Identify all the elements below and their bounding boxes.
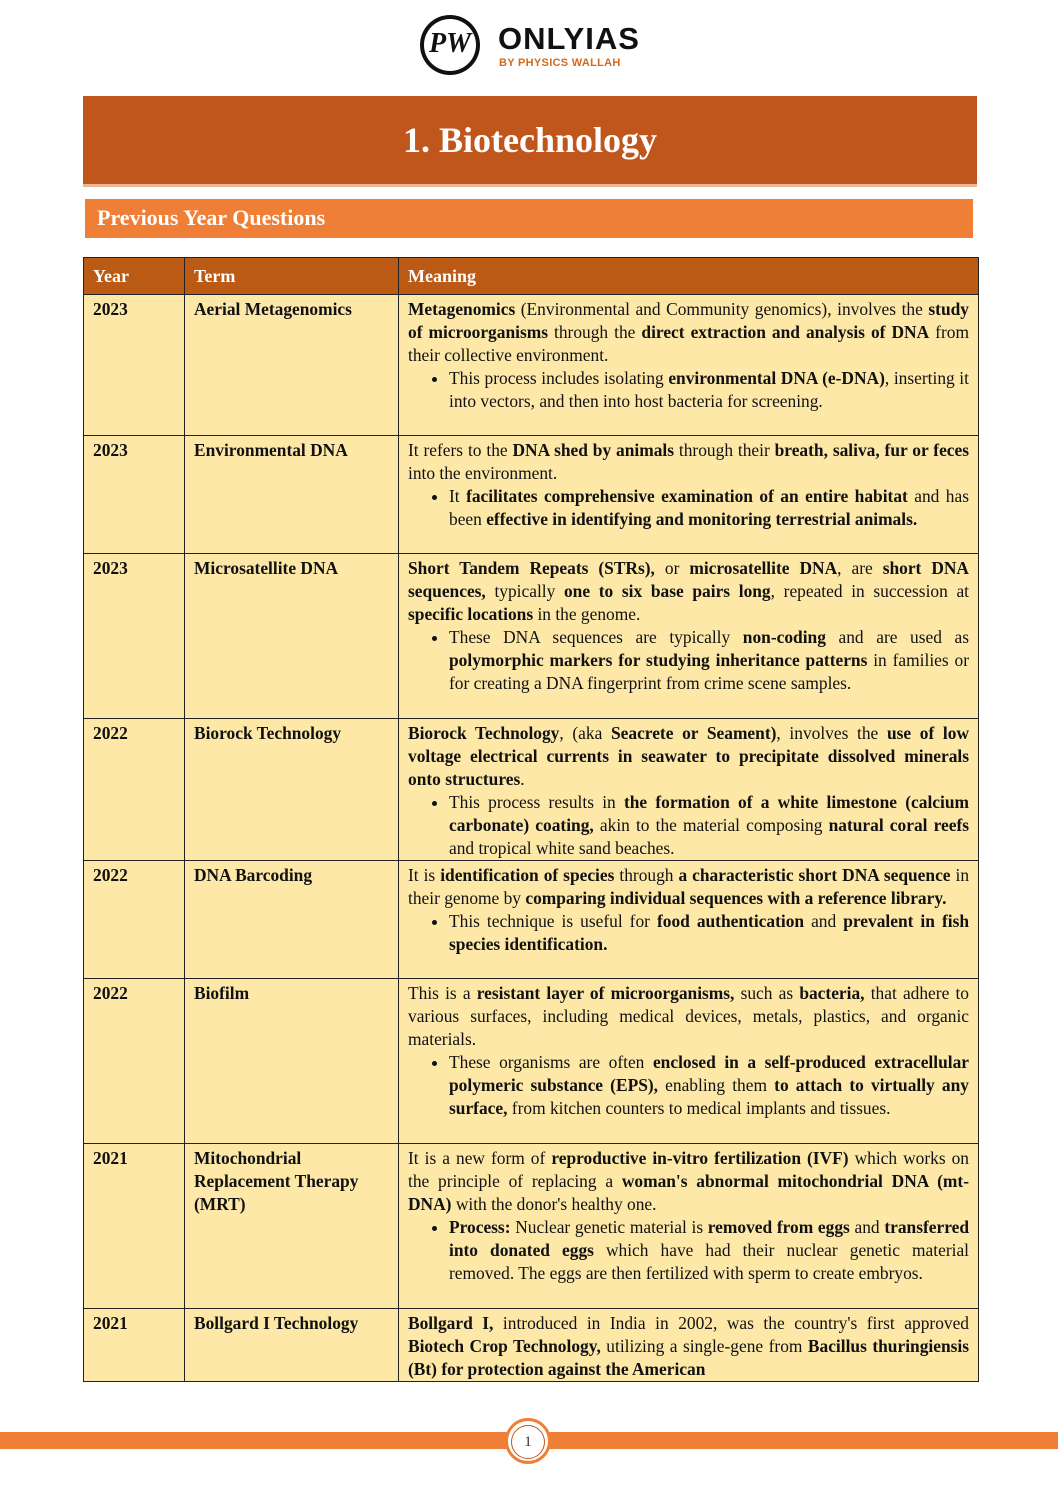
cell-meaning	[399, 1144, 979, 1309]
table-row	[84, 719, 979, 861]
meaning-text: Biorock Technology, (aka Seacrete or Seament), involves the use of low voltage electrical currents in seawater to precipitate dissolved minerals onto structures.	[408, 723, 970, 789]
cell-year: 2022	[84, 719, 185, 861]
meaning-text: It refers to the DNA shed by animals through their breath, saliva, fur or feces into the environment.	[408, 440, 970, 483]
logo-monogram: PW	[424, 19, 476, 71]
brand-name: ONLYIAS	[498, 21, 640, 56]
meaning-bold-0: Bollgard I,	[408, 1313, 494, 1333]
bullet-item: • These organisms are often enclosed in a self-produced extracellular polymeric substance (EPS), enabling them to attach to virtually any surface, from kitchen counters to medical implants and tissues.	[449, 1051, 969, 1120]
bullet-item: • These DNA sequences are typically non-coding and are used as polymorphic markers for studying inheritance patterns in families or for creating a DNA fingerprint from crime scene samples.	[449, 626, 969, 695]
bullet-bold-3: prevalent in fish species identification.	[449, 911, 970, 954]
cell-meaning	[399, 979, 979, 1144]
meaning-text: Short Tandem Repeats (STRs), or microsatellite DNA, are short DNA sequences, typically one to six base pairs long, repeated in succession at specific locations in the genome.	[408, 558, 970, 624]
bullet-item: • This technique is useful for food authentication and prevalent in fish species identification.	[449, 910, 969, 956]
meaning-text: Bollgard I, introduced in India in 2002, was the country's first approved Biotech Crop Technology, utilizing a single-gene from Bacillus thuringiensis (Bt) for protection against the American	[408, 1313, 970, 1379]
meaning-bold-1: DNA shed by animals	[512, 440, 675, 460]
page-number-badge	[505, 1418, 551, 1464]
meaning-bold-3: bacteria,	[799, 983, 865, 1003]
page-number: 1	[511, 1425, 545, 1459]
meaning-text: It is a new form of reproductive in-vitro fertilization (IVF) which works on the principle of replacing a woman's abnormal mitochondrial DNA (mt-DNA) with the donor's healthy one.	[408, 1148, 970, 1214]
cell-year: 2021	[84, 1309, 185, 1382]
bullet-item: • It facilitates comprehensive examination of an entire habitat and has been effective in identifying and monitoring terrestrial animals.	[449, 485, 969, 531]
cell-year: 2023	[84, 554, 185, 719]
bullet-item: • Process: Nuclear genetic material is removed from eggs and transferred into donated eggs which have had their nuclear genetic material removed. The eggs are then fertilized with sperm to create embryos.	[449, 1216, 969, 1285]
header-year: Year	[84, 258, 185, 295]
cell-term: Environmental DNA	[185, 436, 399, 554]
bullet-bold-1: the formation of a white limestone (calcium carbonate) coating,	[449, 792, 969, 835]
cell-year: 2022	[84, 861, 185, 979]
cell-meaning	[399, 719, 979, 861]
section-title: Previous Year Questions	[97, 205, 326, 230]
header-term: Term	[185, 258, 399, 295]
meaning-text: It is identification of species through a characteristic short DNA sequence in their genome by comparing individual sequences with a reference library.	[408, 865, 970, 908]
meaning-bold-2: Biotech Crop Technology,	[408, 1336, 601, 1356]
section-header	[85, 199, 973, 238]
meaning-text: Metagenomics (Environmental and Community genomics), involves the study of microorganisms through the direct extraction and analysis of DNA from their collective environment.	[408, 299, 969, 365]
table-row	[84, 295, 979, 436]
pyq-table	[83, 257, 979, 1382]
cell-term: Aerial Metagenomics	[185, 295, 399, 436]
bullet-bold-3: effective in identifying and monitoring terrestrial animals.	[486, 509, 918, 529]
meaning-bold-0: Metagenomics	[408, 299, 516, 319]
bullet-bold-3: polymorphic markers for studying inheritance patterns	[449, 650, 868, 670]
meaning-bold-5: comparing individual sequences with a reference library.	[525, 888, 947, 908]
meaning-bullets	[408, 910, 969, 956]
bullet-bold-4: transferred into donated eggs	[449, 1217, 969, 1260]
bullet-bold-1: environmental DNA (e-DNA)	[668, 368, 885, 388]
meaning-bold-8: specific locations	[408, 604, 534, 624]
bullet-bold-1: facilitates comprehensive examination of an entire habitat	[466, 486, 908, 506]
cell-meaning	[399, 554, 979, 719]
cell-meaning	[399, 1309, 979, 1382]
chapter-banner	[83, 96, 977, 184]
meaning-bold-6: one to six base pairs long	[563, 581, 771, 601]
meaning-bold-3: breath, saliva, fur or feces	[774, 440, 970, 460]
table-row	[84, 861, 979, 979]
meaning-bold-4: use of low voltage electrical currents in seawater to precipitate dissolved minerals onto structures	[408, 723, 970, 789]
cell-year: 2023	[84, 436, 185, 554]
cell-term: Biorock Technology	[185, 719, 399, 861]
bullet-bold-0: Process:	[449, 1217, 511, 1237]
meaning-bold-1: identification of species	[440, 865, 615, 885]
meaning-bullets	[408, 367, 969, 413]
meaning-bullets	[408, 791, 969, 860]
bullet-bold-3: natural coral reefs	[828, 815, 970, 835]
meaning-bullets	[408, 1051, 969, 1120]
table-row	[84, 1309, 979, 1382]
table-row	[84, 1144, 979, 1309]
header-meaning: Meaning	[399, 258, 979, 295]
bullet-bold-1: non-coding	[742, 627, 826, 647]
bullet-bold-3: to attach to virtually any surface,	[449, 1075, 969, 1118]
meaning-bold-1: reproductive in-vitro fertilization (IVF)	[551, 1148, 849, 1168]
meaning-bold-2: study of microorganisms	[408, 299, 969, 342]
bullet-item: • This process results in the formation of a white limestone (calcium carbonate) coating, akin to the material composing natural coral reefs and tropical white sand beaches.	[449, 791, 969, 860]
meaning-bold-4: direct extraction and analysis of DNA	[641, 322, 930, 342]
meaning-bold-4: Bacillus thuringiensis (Bt) for protection against the American	[408, 1336, 969, 1379]
bullet-bold-1: food authentication	[656, 911, 805, 931]
meaning-bold-3: woman's abnormal mitochondrial DNA (mt-DNA)	[408, 1171, 969, 1214]
cell-term: Bollgard I Technology	[185, 1309, 399, 1382]
meaning-bold-4: short DNA sequences,	[408, 558, 969, 601]
meaning-bullets	[408, 626, 969, 695]
meaning-bullets	[408, 485, 969, 531]
meaning-bold-1: resistant layer of microorganisms,	[476, 983, 735, 1003]
cell-term: Biofilm	[185, 979, 399, 1144]
cell-year: 2022	[84, 979, 185, 1144]
cell-year: 2023	[84, 295, 185, 436]
bullet-item: • This process includes isolating environmental DNA (e-DNA), inserting it into vectors, and then into host bacteria for screening.	[449, 367, 969, 413]
meaning-bullets	[408, 1216, 969, 1285]
bullet-bold-2: removed from eggs	[707, 1217, 850, 1237]
cell-term: DNA Barcoding	[185, 861, 399, 979]
cell-meaning	[399, 861, 979, 979]
cell-term: Microsatellite DNA	[185, 554, 399, 719]
table-body	[84, 295, 979, 1382]
brand-logo	[420, 15, 650, 77]
table-row	[84, 554, 979, 719]
cell-meaning	[399, 295, 979, 436]
meaning-bold-2: microsatellite DNA	[689, 558, 838, 578]
table-row	[84, 436, 979, 554]
meaning-bold-0: Short Tandem Repeats (STRs),	[408, 558, 655, 578]
cell-term: Mitochondrial Replacement Therapy (MRT)	[185, 1144, 399, 1309]
brand-tagline: BY PHYSICS WALLAH	[499, 57, 621, 69]
meaning-text: This is a resistant layer of microorganisms, such as bacteria, that adhere to various surfaces, including medical devices, metals, plastics, and organic materials.	[408, 983, 969, 1049]
chapter-title: 1. Biotechnology	[402, 120, 657, 160]
bullet-bold-1: enclosed in a self-produced extracellular polymeric substance (EPS),	[449, 1052, 969, 1095]
meaning-bold-3: a characteristic short DNA sequence	[678, 865, 951, 885]
table-header-row	[84, 258, 979, 295]
meaning-bold-0: Biorock Technology	[408, 723, 560, 743]
pw-logo-icon	[420, 15, 480, 75]
cell-meaning	[399, 436, 979, 554]
cell-year: 2021	[84, 1144, 185, 1309]
meaning-bold-2: Seacrete or Seament)	[610, 723, 777, 743]
table-row	[84, 979, 979, 1144]
